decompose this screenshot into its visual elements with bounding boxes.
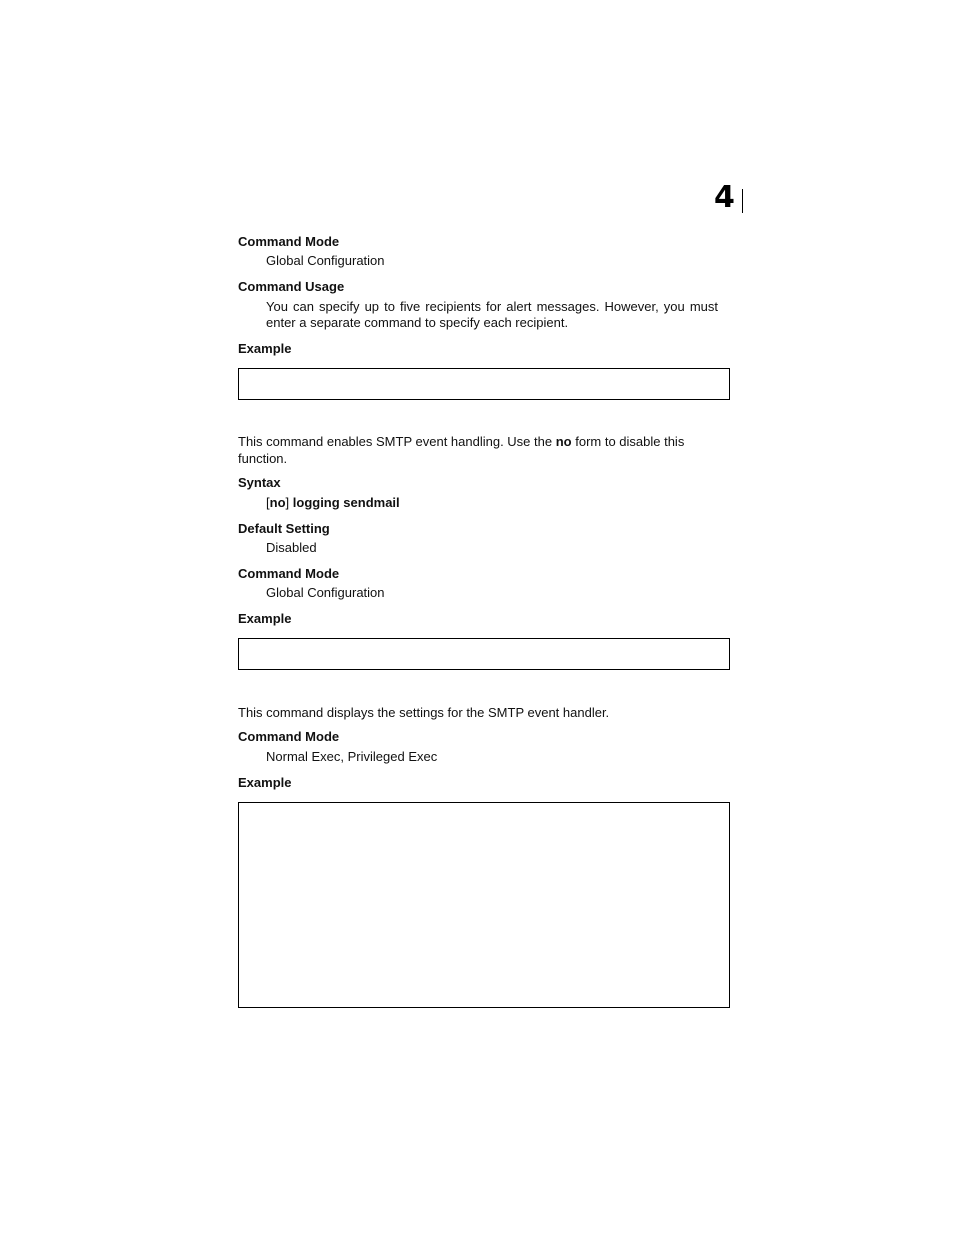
section1-command-usage-text: You can specify up to five recipients for alert messages. However, you must enter a separate command to specify each recipient. (266, 299, 718, 330)
section1-example-heading: Example (238, 341, 292, 356)
section2-example-box (238, 638, 730, 670)
syntax-no-keyword: no (269, 495, 286, 510)
section2-description-bold: no (555, 434, 572, 449)
section3-command-mode-heading: Command Mode (238, 729, 340, 744)
section2-description (238, 433, 718, 467)
chapter-rule (742, 189, 743, 213)
section1-command-usage-heading: Command Usage (238, 279, 345, 294)
section2-syntax-line (266, 495, 400, 511)
section2-default-value: Disabled (266, 540, 317, 555)
section3-description: This command displays the settings for the SMTP event handler. (238, 705, 610, 720)
syntax-command: logging sendmail (292, 495, 400, 510)
section2-description-after: form to disable this function. (238, 434, 685, 466)
syntax-close-bracket: ] (285, 495, 290, 510)
section3-command-mode-value: Normal Exec, Privileged Exec (266, 749, 438, 764)
section2-command-mode-value: Global Configuration (266, 585, 385, 600)
section2-example-heading: Example (238, 611, 292, 626)
section3-example-box (238, 802, 730, 1008)
section2-default-heading: Default Setting (238, 521, 330, 536)
section1-command-mode-heading: Command Mode (238, 234, 340, 249)
section2-command-mode-heading: Command Mode (238, 566, 340, 581)
section3-example-heading: Example (238, 775, 292, 790)
section2-description-before: This command enables SMTP event handling. Use the (238, 434, 556, 449)
chapter-number: 4 (714, 180, 735, 215)
section1-command-mode-value: Global Configuration (266, 253, 385, 268)
section1-example-box (238, 368, 730, 400)
section2-syntax-heading: Syntax (238, 475, 281, 490)
chapter-marker (714, 180, 744, 215)
syntax-open-bracket: [ (266, 495, 270, 510)
